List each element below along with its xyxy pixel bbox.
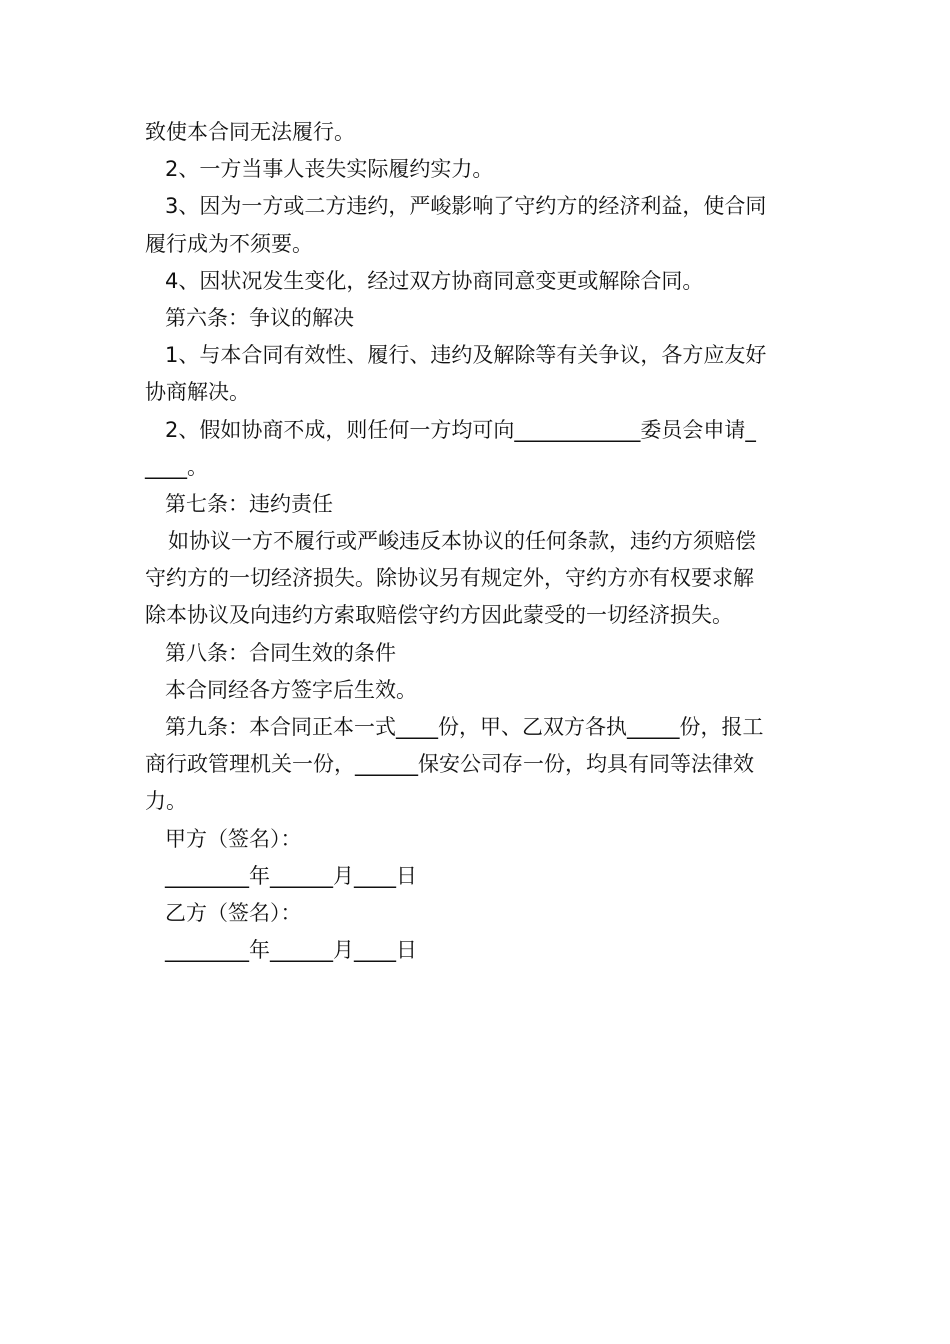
text-line: 力。 <box>145 789 187 814</box>
text-line: 除本协议及向违约方索取赔偿守约方因此蒙受的一切经济损失。 <box>145 603 733 628</box>
text-line: 履行成为不须要。 <box>145 231 313 256</box>
date-line-party-a: ________年______月____日 <box>165 863 417 888</box>
text-line: 3、因为一方或二方违约，严峻影响了守约方的经济利益，使合同 <box>165 194 767 219</box>
date-line-party-b: ________年______月____日 <box>165 938 417 963</box>
text-line: 商行政管理机关一份，______保安公司存一份，均具有同等法律效 <box>145 752 754 777</box>
section-heading: 第八条：合同生效的条件 <box>165 640 396 665</box>
text-line: 4、因状况发生变化，经过双方协商同意变更或解除合同。 <box>165 268 704 293</box>
signature-label-party-a: 甲方（签名）： <box>165 826 302 851</box>
signature-label-party-b: 乙方（签名）： <box>165 900 302 925</box>
text-line: 2、假如协商不成，则任何一方均可向____________委员会申请_ <box>165 417 756 442</box>
text-line: ____。 <box>145 454 208 479</box>
text-line: 1、与本合同有效性、履行、违约及解除等有关争议，各方应友好 <box>165 343 767 368</box>
section-heading: 第六条：争议的解决 <box>165 305 354 330</box>
text-line: 守约方的一切经济损失。除协议另有规定外，守约方亦有权要求解 <box>145 566 754 591</box>
text-line: 2、一方当事人丧失实际履约实力。 <box>165 157 494 182</box>
text-line: 第九条：本合同正本一式____份，甲、乙双方各执_____份，报工 <box>165 715 764 739</box>
text-line: 致使本合同无法履行。 <box>145 120 355 144</box>
text-line: 如协议一方不履行或严峻违反本协议的任何条款，违约方须赔偿 <box>168 529 756 554</box>
document-body <box>145 114 810 969</box>
section-heading: 第七条：违约责任 <box>165 491 333 516</box>
text-line: 协商解决。 <box>145 380 250 405</box>
text-line: 本合同经各方签字后生效。 <box>165 677 417 702</box>
